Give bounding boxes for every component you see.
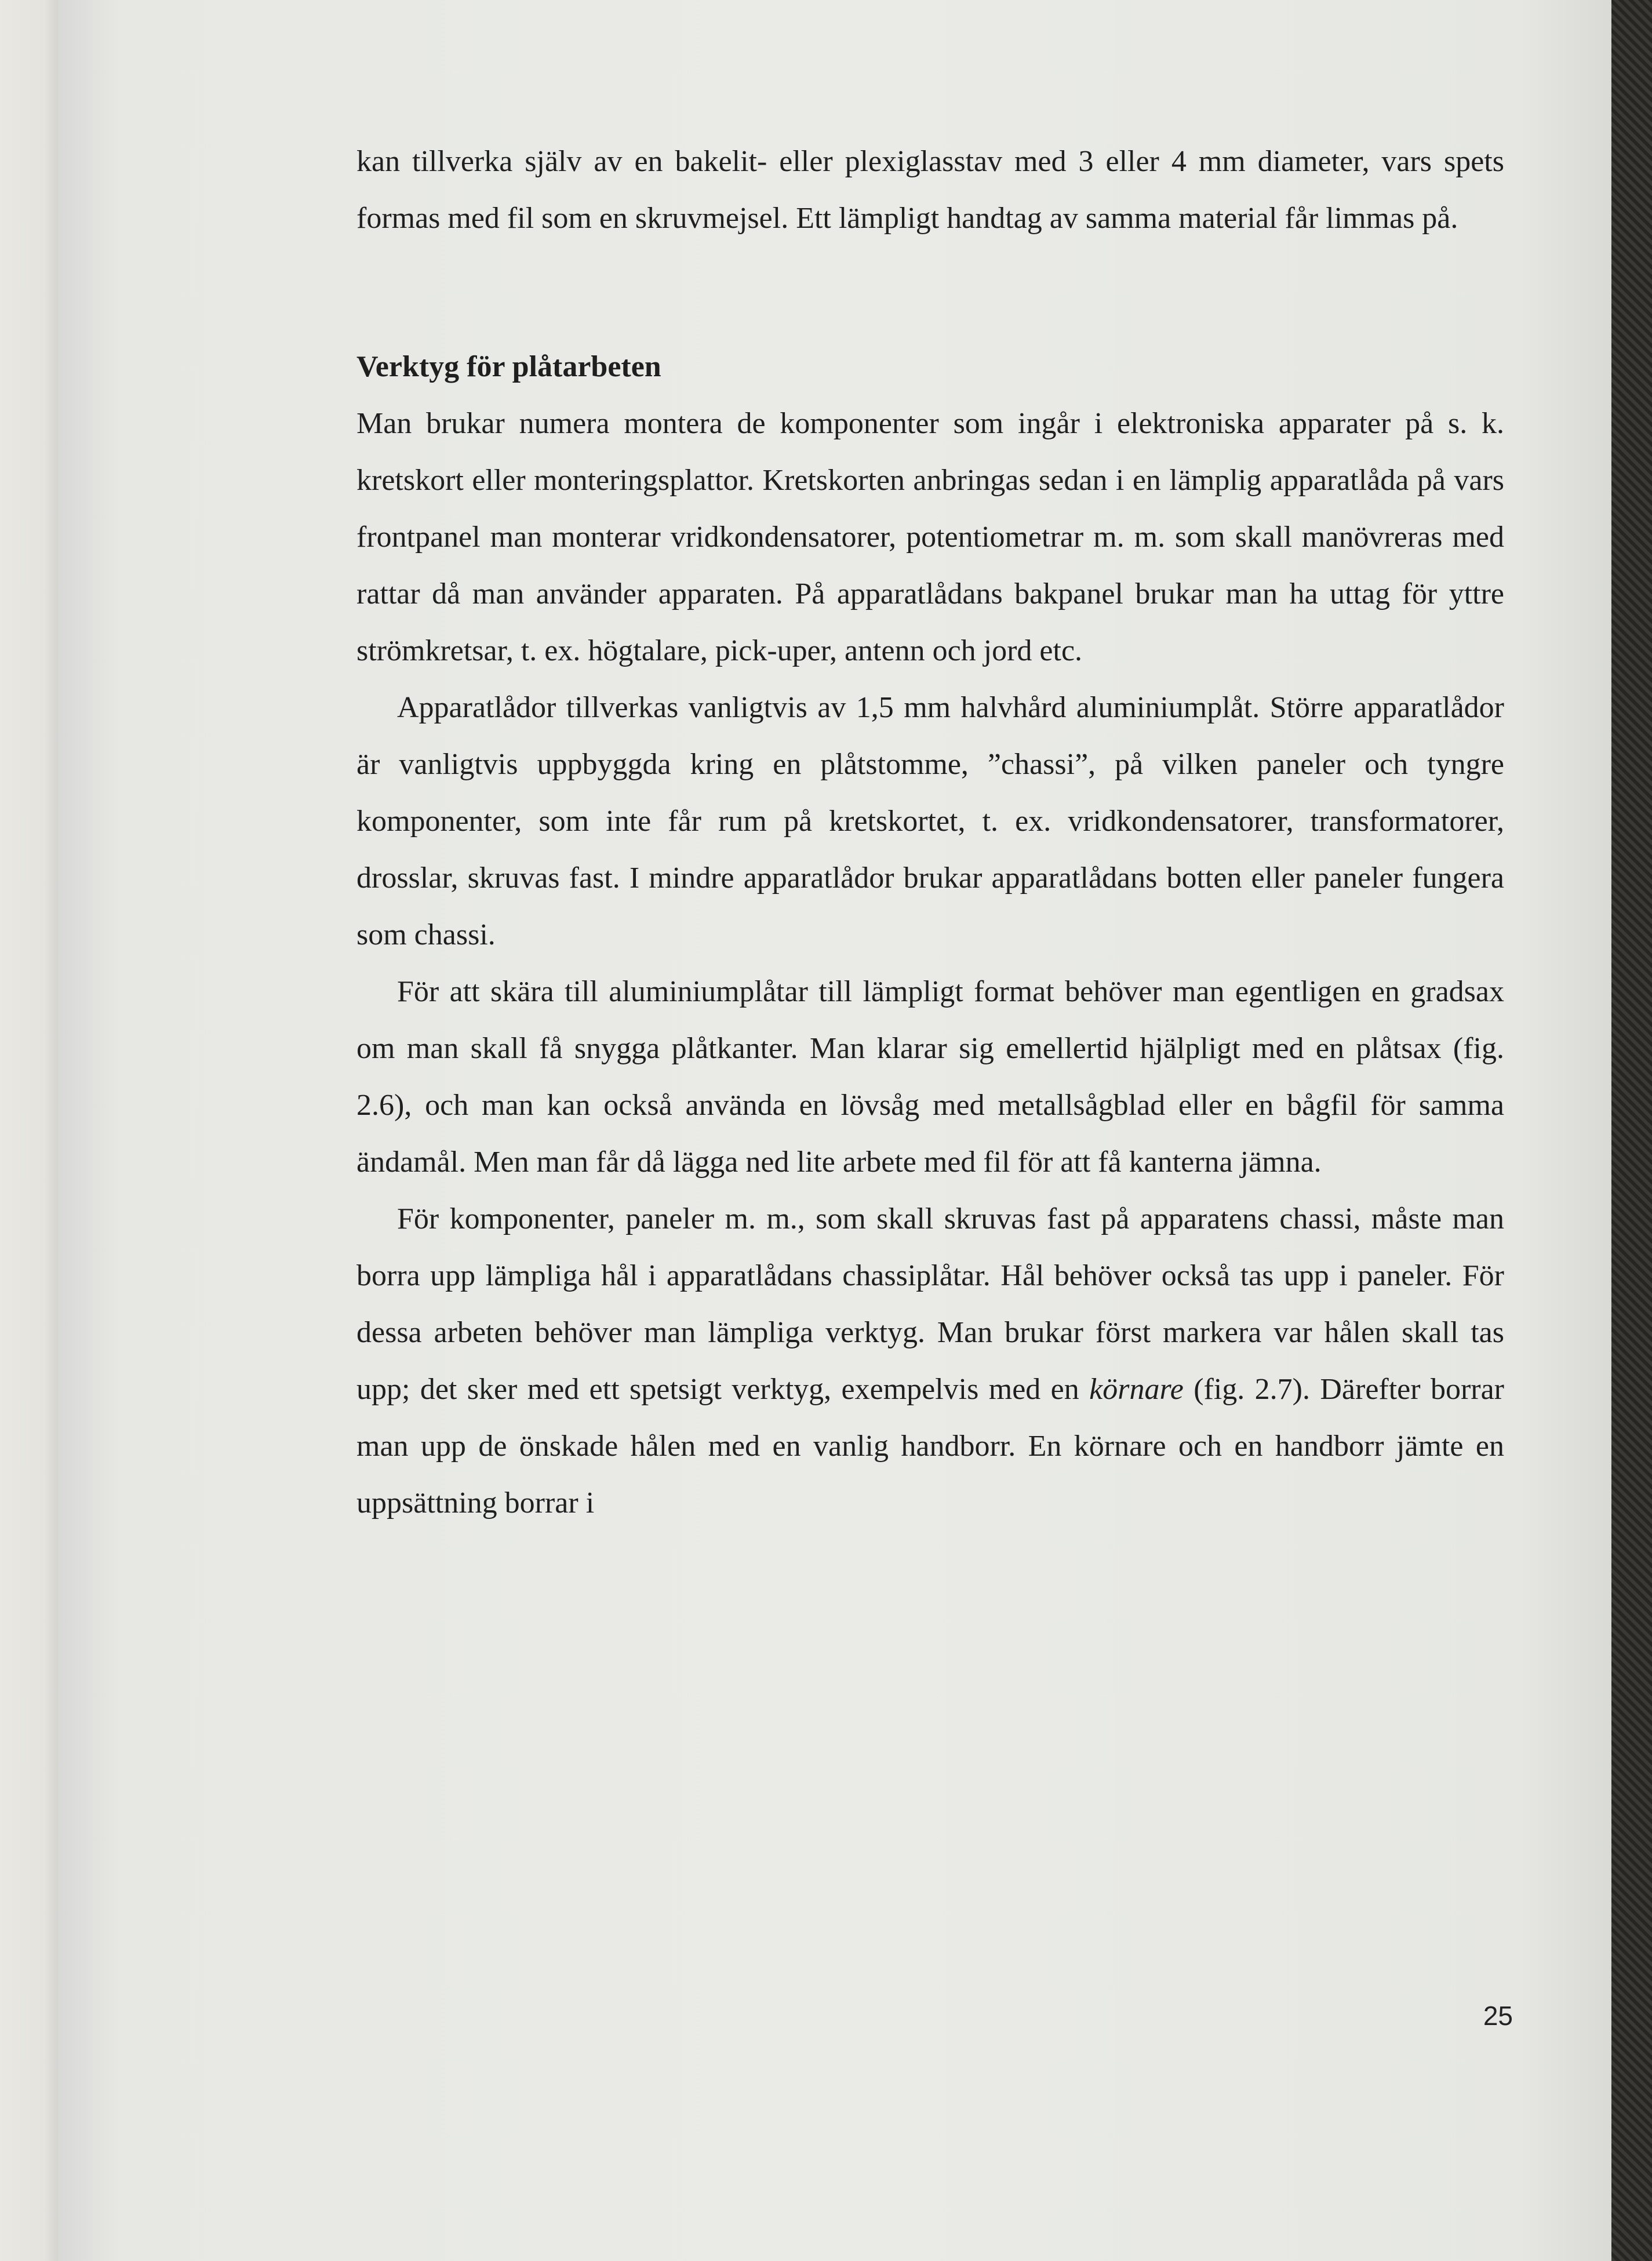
paragraph-1: Man brukar numera montera de komponenter som ingår i elektroniska apparater på s. k. kretskort eller monteringsplattor. Kretskorten anbringas sedan i en lämplig apparatlåda på vars frontpanel man monterar vridkondensatorer, potentiometrar m. m. som skall manövreras med rattar då man använder apparaten. På apparatlådans bakpanel brukar man ha uttag för yttre strömkretsar, t. ex. högtalare, pick-uper, antenn och jord etc. [356,407,1504,667]
paragraph-4-text-b: (fig. 2.7). Därefter borrar man upp de önskade hålen med en vanlig handborr. En körnare och en handborr jämte en uppsättning borrar i [356,1373,1504,1520]
left-page-edge [0,0,64,2261]
paragraph-intro: kan tillverka själv av en bakelit- eller plexiglasstav med 3 eller 4 mm diameter, vars spets formas med fil som en skruvmejsel. Ett lämpligt handtag av samma material får limmas på. [356,145,1504,235]
background-cloth [1611,0,1652,2261]
paragraph-2: Apparatlådor tillverkas vanligtvis av 1,5 mm halvhård aluminiumplåt. Större apparatlådor är vanligtvis uppbyggda kring en plåtstomme, ”chassi”, på vilken paneler och tyngre komponenter, som inte får rum på kretskortet, t. ex. vridkondensatorer, transformatorer, drosslar, skruvas fast. I mindre apparatlådor brukar apparatlådans botten eller paneler fungera som chassi. [356,691,1504,951]
section-heading: Verktyg för plåtarbeten [356,350,661,383]
paragraph-4 [356,1191,1504,1532]
paragraph-4-emphasis: körnare [1089,1373,1184,1406]
page-body [356,133,1504,1532]
page-number: 25 [1483,2001,1513,2031]
paragraph-3: För att skära till aluminiumplåtar till lämpligt format behöver man egentligen en gradsax om man skall få snygga plåtkanter. Man klarar sig emellertid hjälpligt med en plåtsax (fig. 2.6), och man kan också använda en lövsåg med metallsågblad eller en bågfil för samma ändamål. Men man får då lägga ned lite arbete med fil för att få kanterna jämna. [356,975,1504,1179]
paragraph-4-text-a: För komponenter, paneler m. m., som skall skruvas fast på apparatens chassi, måste man borra upp lämpliga hål i apparatlådans chassiplåtar. Hål behöver också tas upp i paneler. För dessa arbeten behöver man lämpliga verktyg. Man brukar först markera var hålen skall tas upp; det sker med ett spetsigt verktyg, exempelvis med en [356,1202,1504,1406]
